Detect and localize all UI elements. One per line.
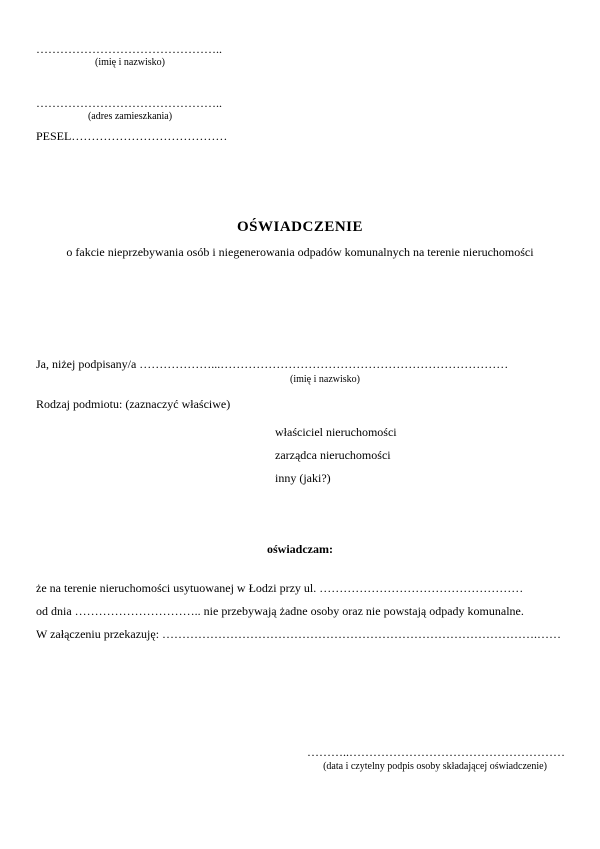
- option-property-owner: właściciel nieruchomości: [275, 425, 397, 439]
- document-title: OŚWIADCZENIE: [236, 219, 364, 235]
- signature-fill-line: ………..………………………………………………: [307, 745, 565, 759]
- option-property-manager: zarządca nieruchomości: [275, 448, 391, 462]
- pesel-fill-line: PESEL…………………………………: [36, 129, 228, 143]
- signature-caption: (data i czytelny podpis osoby składającej oświadczenie): [323, 761, 547, 772]
- name-fill-line: ………………………………………..: [36, 42, 222, 56]
- declarant-fill-line: Ja, niżej podpisany/a ………………...………………………………………………………………: [36, 357, 509, 371]
- declaration-heading: oświadczam:: [267, 542, 333, 556]
- document-subtitle: o fakcie nieprzebywania osób i niegenerowania odpadów komunalnych na terenie nieruchomości: [66, 245, 534, 259]
- body-line-address: że na terenie nieruchomości usytuowanej w Łodzi przy ul. ……………………………………………: [36, 581, 524, 595]
- address-fill-line: ………………………………………..: [36, 96, 222, 110]
- subject-type-label: Rodzaj podmiotu: (zaznaczyć właściwe): [36, 397, 231, 411]
- address-caption: (adres zamieszkania): [87, 111, 173, 122]
- body-line-attachments: W załączeniu przekazuję: ………………………………………………………………………………….……: [36, 627, 562, 641]
- body-line-date: od dnia ………………………….. nie przebywają żadne osoby oraz nie powstają odpady komunalne.: [36, 604, 524, 618]
- subject-type-options: [275, 421, 397, 490]
- declarant-caption: (imię i nazwisko): [290, 374, 360, 385]
- option-other: inny (jaki?): [275, 471, 331, 485]
- name-caption: (imię i nazwisko): [95, 57, 165, 68]
- declaration-body: [36, 577, 561, 646]
